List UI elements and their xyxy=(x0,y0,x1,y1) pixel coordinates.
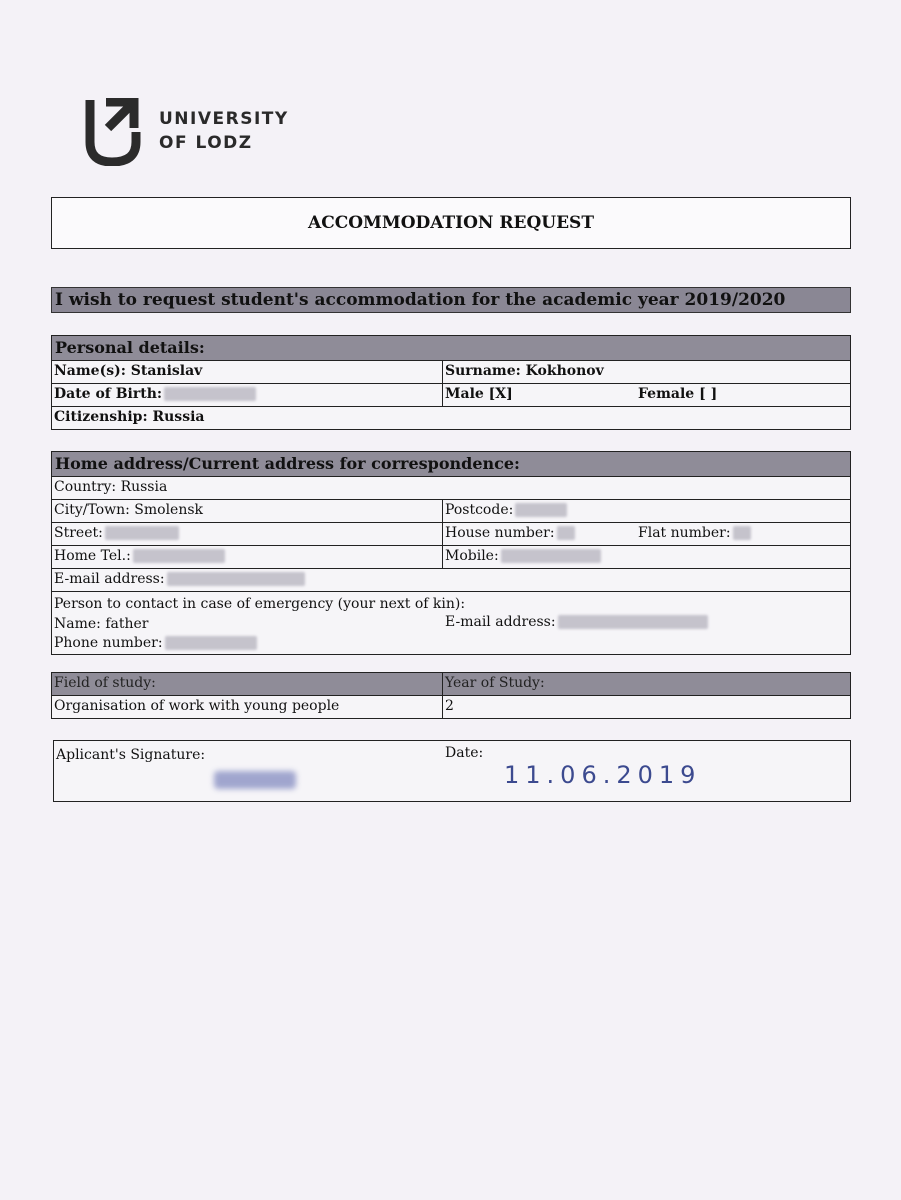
flat-label: Flat number: xyxy=(638,525,731,541)
mobile-field xyxy=(443,546,601,568)
logo-line-2: OF LODZ xyxy=(159,133,253,153)
study-section xyxy=(51,672,851,719)
redacted-email xyxy=(167,572,305,586)
signature-section xyxy=(53,740,851,802)
address-section xyxy=(51,451,851,655)
name-row xyxy=(52,361,850,384)
city-row xyxy=(52,500,850,523)
street-field xyxy=(52,523,179,545)
university-name xyxy=(159,107,289,155)
email-field xyxy=(52,569,305,591)
name-field: Name(s): Stanislav xyxy=(54,363,203,379)
study-value-row xyxy=(52,696,850,718)
house-label: House number: xyxy=(445,525,555,541)
street-label: Street: xyxy=(54,525,103,541)
handwritten-date: 11.06.2019 xyxy=(504,761,702,789)
year-of-study-value: 2 xyxy=(445,698,454,714)
signature-label: Aplicant's Signature: xyxy=(56,747,206,763)
personal-details-header: Personal details: xyxy=(52,336,850,361)
home-tel-field xyxy=(52,546,225,568)
house-number-field xyxy=(443,523,575,545)
redacted-house xyxy=(557,526,575,540)
emergency-label: Person to contact in case of emergency (your next of kin): xyxy=(54,596,466,612)
emergency-phone-label: Phone number: xyxy=(54,635,163,651)
redacted-mobile xyxy=(501,549,601,563)
emergency-name: Name: father xyxy=(54,616,149,632)
tel-row xyxy=(52,546,850,569)
emergency-row xyxy=(52,592,850,654)
request-banner: I wish to request student's accommodation for the academic year 2019/2020 xyxy=(51,287,851,313)
city-field: City/Town: Smolensk xyxy=(54,502,204,518)
signature-image xyxy=(214,767,296,793)
page-title: ACCOMMODATION REQUEST xyxy=(308,213,594,233)
country-row xyxy=(52,477,850,500)
redacted-flat xyxy=(733,526,751,540)
redacted-home-tel xyxy=(133,549,225,563)
dob-label: Date of Birth: xyxy=(54,386,163,402)
date-label: Date: xyxy=(445,745,484,761)
redacted-street xyxy=(105,526,179,540)
gender-female: Female [ ] xyxy=(638,386,718,402)
title-box xyxy=(51,197,851,249)
dob-field xyxy=(52,384,256,406)
gender-male: Male [X] xyxy=(445,386,513,402)
logo-line-1: UNIVERSITY xyxy=(159,109,289,129)
address-header: Home address/Current address for correspondence: xyxy=(52,452,850,477)
email-label: E-mail address: xyxy=(54,571,165,587)
home-tel-label: Home Tel.: xyxy=(54,548,131,564)
redacted-dob xyxy=(164,387,256,401)
postcode-field xyxy=(443,500,567,522)
postcode-label: Postcode: xyxy=(445,502,514,518)
emergency-email-label: E-mail address: xyxy=(445,614,556,630)
redacted-emergency-email xyxy=(558,615,708,629)
field-of-study-label: Field of study: xyxy=(54,675,156,691)
flat-number-field xyxy=(636,523,751,545)
redacted-postcode xyxy=(515,503,567,517)
country-field: Country: Russia xyxy=(54,479,168,495)
surname-field: Surname: Kokhonov xyxy=(445,363,604,379)
redacted-emergency-phone xyxy=(165,636,257,650)
university-logo xyxy=(84,98,144,166)
mobile-label: Mobile: xyxy=(445,548,499,564)
year-of-study-label: Year of Study: xyxy=(445,675,545,691)
citizenship-field: Citizenship: Russia xyxy=(54,409,205,425)
personal-details-section xyxy=(51,335,851,430)
emergency-email-field xyxy=(443,612,708,632)
email-row xyxy=(52,569,850,592)
street-row xyxy=(52,523,850,546)
citizenship-row xyxy=(52,407,850,429)
university-logo-mark-icon xyxy=(84,98,144,166)
dob-row xyxy=(52,384,850,407)
study-header-row xyxy=(52,673,850,696)
emergency-phone-field xyxy=(52,633,257,653)
field-of-study-value: Organisation of work with young people xyxy=(54,698,340,714)
